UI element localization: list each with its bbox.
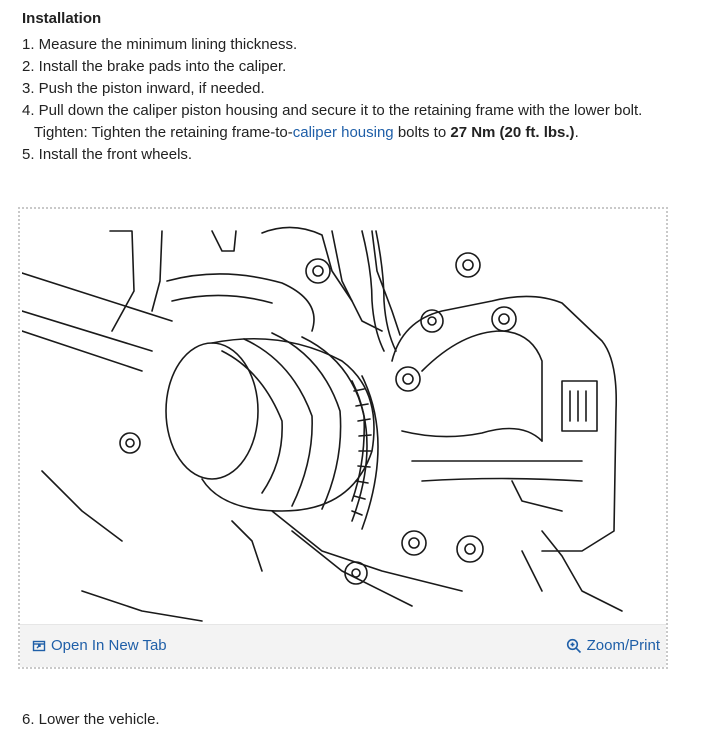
bolt-group bbox=[120, 253, 516, 584]
step-6: 6. Lower the vehicle. bbox=[22, 711, 160, 728]
zoom-print-link[interactable] bbox=[566, 637, 660, 654]
caliper-housing-link[interactable]: caliper housing bbox=[292, 124, 394, 141]
installation-steps bbox=[22, 34, 642, 166]
figure-container bbox=[18, 207, 668, 669]
open-in-new-tab-link[interactable] bbox=[32, 637, 167, 654]
step-5: 5. Install the front wheels. bbox=[22, 146, 193, 163]
tighten-prefix: Tighten: Tighten the retaining frame-to- bbox=[34, 124, 293, 141]
magnifier-icon bbox=[566, 638, 582, 654]
tighten-note bbox=[22, 122, 642, 144]
external-tab-icon bbox=[32, 639, 46, 653]
figure-footer bbox=[20, 624, 666, 667]
tighten-middle: bolts to bbox=[393, 124, 451, 141]
step-2: 2. Install the brake pads into the caliper. bbox=[22, 58, 287, 75]
section-heading: Installation bbox=[22, 10, 102, 27]
brake-caliper-illustration bbox=[22, 211, 664, 625]
torque-spec: 27 Nm (20 ft. lbs.) bbox=[450, 124, 575, 141]
tighten-suffix: . bbox=[574, 124, 579, 141]
zoom-print-label: Zoom/Print bbox=[586, 637, 660, 654]
step-3: 3. Push the piston inward, if needed. bbox=[22, 80, 265, 97]
step-1: 1. Measure the minimum lining thickness. bbox=[22, 36, 298, 53]
open-in-new-tab-label: Open In New Tab bbox=[51, 637, 167, 654]
step-4: 4. Pull down the caliper piston housing and secure it to the retaining frame with the lower bolt. bbox=[22, 102, 643, 119]
